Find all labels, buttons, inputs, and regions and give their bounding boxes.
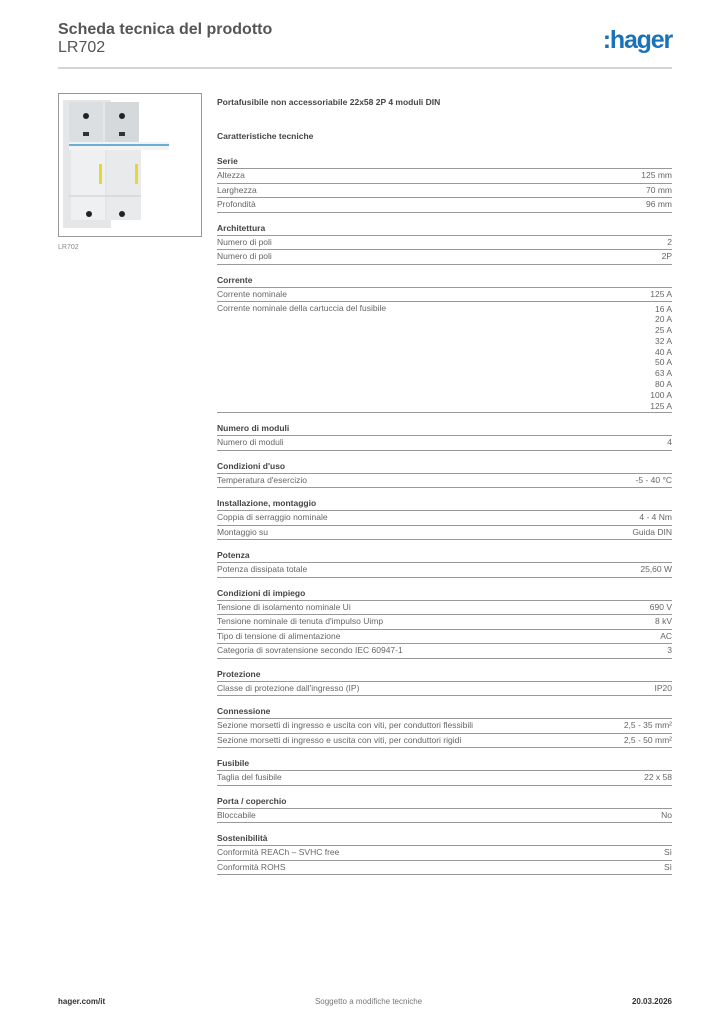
- spec-row: [217, 474, 672, 489]
- section-heading: Protezione: [217, 668, 672, 682]
- spec-label: Taglia del fusibile: [217, 772, 282, 783]
- spec-value: AC: [660, 630, 672, 641]
- product-description: Portafusibile non accessoriabile 22x58 2P 4 moduli DIN: [217, 97, 441, 107]
- spec-row: [217, 809, 672, 824]
- spec-row: [217, 198, 672, 213]
- footer-note: Soggetto a modifiche tecniche: [314, 997, 423, 1006]
- section-heading: Numero di moduli: [217, 422, 672, 436]
- spec-label: Numero di poli: [217, 251, 272, 261]
- spec-label: Coppia di serraggio nominale: [217, 512, 328, 523]
- spec-value: 2P: [661, 251, 672, 261]
- spec-value: 2,5 - 50 mm²: [623, 734, 672, 745]
- spec-value: 70 mm: [646, 184, 672, 195]
- spec-row: [217, 846, 672, 861]
- spec-row: [217, 563, 672, 578]
- spec-label: Numero di poli: [217, 236, 272, 247]
- spec-row: [217, 615, 672, 630]
- spec-label: Sezione morsetti di ingresso e uscita con viti, per conduttori rigidi: [217, 734, 462, 745]
- spec-section: [217, 668, 672, 697]
- image-caption: LR702: [58, 244, 79, 251]
- section-heading: Corrente: [217, 274, 672, 288]
- spec-label: Altezza: [217, 170, 245, 180]
- section-heading: Architettura: [217, 222, 672, 236]
- section-heading: Connessione: [217, 705, 672, 719]
- spec-label: Categoria di sovratensione secondo IEC 60947-1: [217, 645, 403, 656]
- spec-row: [217, 861, 672, 876]
- section-heading: Sostenibilità: [217, 832, 672, 846]
- spec-value: 2: [667, 236, 672, 247]
- spec-section: [217, 497, 672, 540]
- spec-value: 25,60 W: [640, 564, 672, 575]
- spec-value: 125 mm: [641, 170, 672, 180]
- footer-date: 20.03.2026: [631, 997, 672, 1006]
- spec-value: No: [661, 809, 672, 820]
- spec-section: [217, 549, 672, 578]
- spec-row: [217, 288, 672, 303]
- spec-value: 4 - 4 Nm: [639, 512, 672, 523]
- section-heading: Condizioni di impiego: [217, 587, 672, 601]
- footer: [58, 997, 672, 1006]
- spec-value: Sì: [663, 847, 672, 858]
- spec-value: IP20: [654, 682, 672, 693]
- spec-label: Profondità: [217, 199, 256, 209]
- spec-row: [217, 644, 672, 659]
- spec-section: [217, 795, 672, 824]
- spec-section: [217, 757, 672, 786]
- spec-row: [217, 526, 672, 541]
- spec-value: 2,5 - 35 mm²: [623, 720, 672, 731]
- spec-value: 3: [667, 645, 672, 656]
- spec-row: [217, 771, 672, 786]
- spec-label: Bloccabile: [217, 809, 256, 820]
- hager-logo: :hager: [602, 26, 672, 54]
- section-heading: Installazione, montaggio: [217, 497, 672, 511]
- spec-row: [217, 236, 672, 251]
- spec-row: [217, 511, 672, 526]
- spec-row: [217, 436, 672, 451]
- spec-section: [217, 587, 672, 659]
- spec-row: [217, 630, 672, 645]
- spec-value: 4: [667, 437, 672, 448]
- spec-row: [217, 601, 672, 616]
- spec-value: 690 V: [649, 601, 672, 612]
- spec-value: Sì: [663, 861, 672, 872]
- spec-value: 96 mm: [646, 199, 672, 209]
- spec-label: Potenza dissipata totale: [217, 564, 308, 575]
- spec-section: [217, 705, 672, 748]
- spec-value: Guida DIN: [632, 526, 672, 537]
- spec-label: Tensione nominale di tenuta d'impulso Uimp: [217, 616, 384, 627]
- spec-row: [217, 682, 672, 697]
- spec-section: [217, 422, 672, 451]
- spec-label: Corrente nominale: [217, 288, 287, 299]
- spec-label: Conformità REACh – SVHC free: [217, 847, 340, 858]
- spec-section: [217, 155, 672, 213]
- spec-row: [217, 250, 672, 265]
- spec-row: [217, 184, 672, 199]
- section-heading: Condizioni d'uso: [217, 460, 672, 474]
- product-image: [58, 93, 202, 237]
- spec-label: Sezione morsetti di ingresso e uscita con viti, per conduttori flessibili: [217, 720, 474, 731]
- spec-label: Numero di moduli: [217, 437, 284, 448]
- spec-value: 22 x 58: [644, 772, 672, 783]
- footer-website[interactable]: hager.com/it: [58, 997, 106, 1006]
- spec-label: Tipo di tensione di alimentazione: [217, 630, 341, 641]
- spec-section: [217, 222, 672, 265]
- spec-label: Temperatura d'esercizio: [217, 474, 307, 485]
- spec-section: [217, 274, 672, 414]
- characteristics-title: Caratteristiche tecniche: [217, 131, 314, 141]
- spec-label: Corrente nominale della cartuccia del fusibile: [217, 303, 387, 313]
- spec-value: -5 - 40 °C: [635, 474, 672, 485]
- spec-label: Tensione di isolamento nominale Ui: [217, 601, 351, 612]
- spec-label: Classe di protezione dall'ingresso (IP): [217, 682, 360, 693]
- spec-row: [217, 169, 672, 184]
- section-heading: Potenza: [217, 549, 672, 563]
- spec-section: [217, 832, 672, 875]
- spec-section: [217, 460, 672, 489]
- section-heading: Serie: [217, 155, 672, 169]
- section-heading: Porta / coperchio: [217, 795, 672, 809]
- spec-row: [217, 719, 672, 734]
- spec-label: Larghezza: [217, 184, 257, 195]
- page-title: Scheda tecnica del prodotto: [58, 21, 273, 38]
- spec-label: Conformità ROHS: [217, 861, 286, 872]
- spec-value: 125 A: [650, 288, 672, 299]
- header-divider: [58, 67, 672, 69]
- spec-value: 16 A 20 A 25 A 32 A 40 A 50 A 63 A 80 A 100 A 125 A: [650, 303, 672, 411]
- spec-label: Montaggio su: [217, 526, 269, 537]
- section-heading: Fusibile: [217, 757, 672, 771]
- product-code: LR702: [58, 39, 106, 56]
- spec-row: [217, 302, 672, 413]
- spec-sheet: [217, 95, 672, 875]
- spec-value: 8 kV: [654, 616, 672, 627]
- fuse-holder-illustration: [59, 94, 201, 236]
- spec-row: [217, 734, 672, 749]
